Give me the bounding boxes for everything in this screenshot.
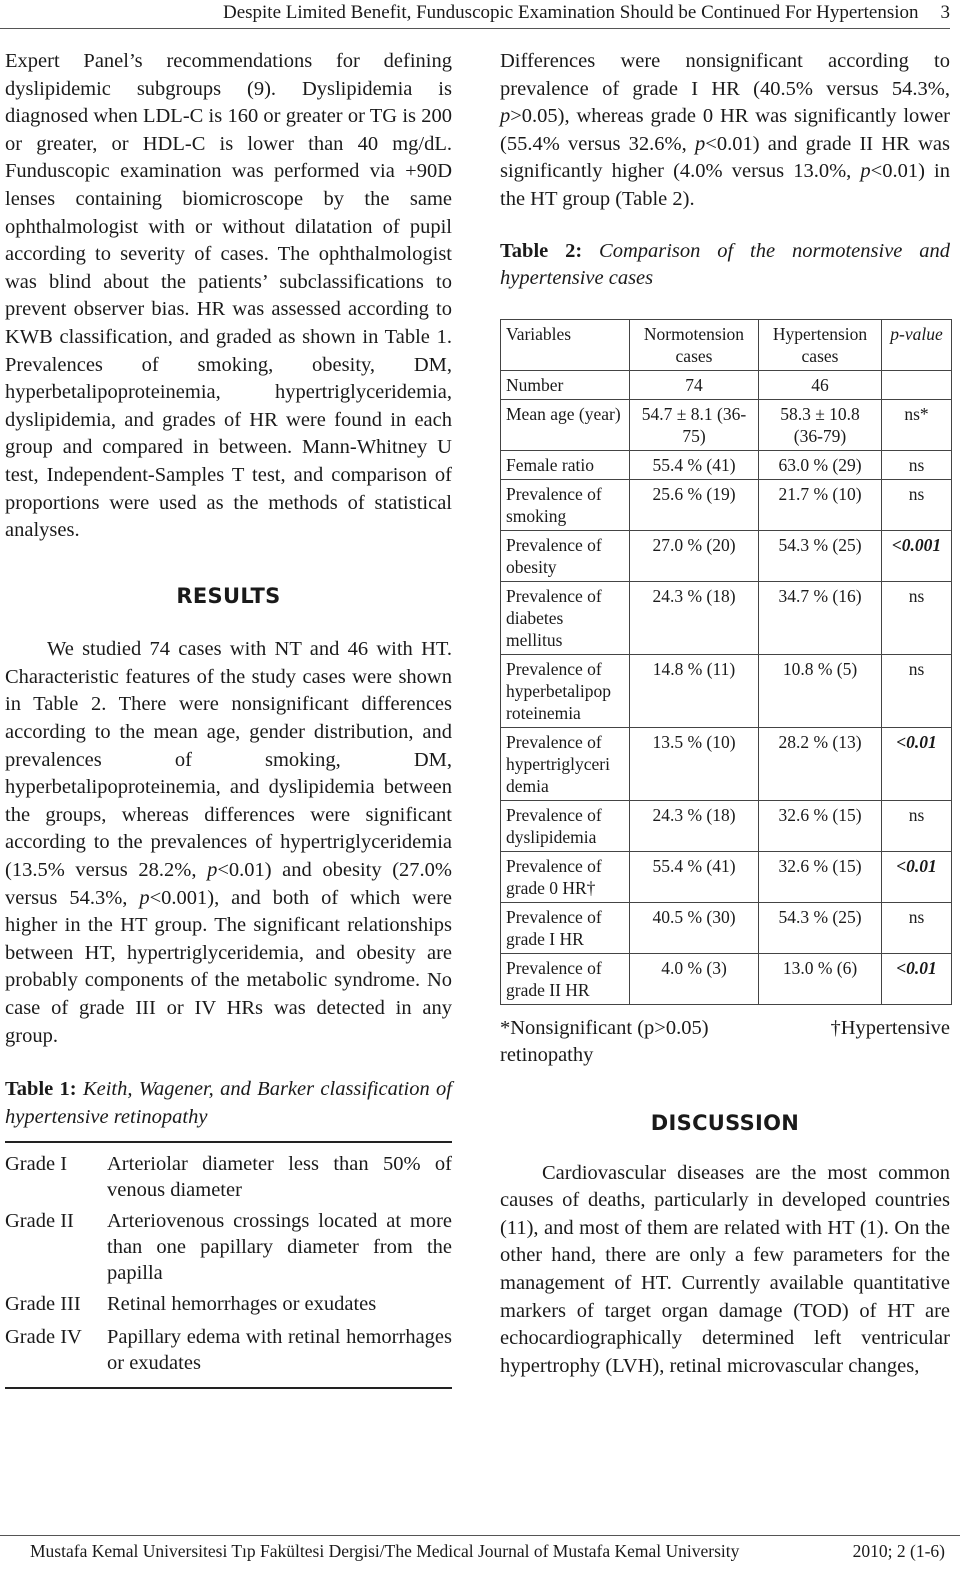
page-number: 3: [940, 2, 950, 23]
results-paragraph: [5, 636, 452, 1050]
text-run: Differences were nonsignificant according to prevalence of grade I HR (40.5% versus 54.3%,: [500, 50, 950, 100]
table2-normotension: 24.3 % (18): [630, 800, 759, 851]
table2-pvalue: <0.01: [882, 953, 952, 1004]
table2-normotension: 14.8 % (11): [630, 654, 759, 727]
table2-hypertension: 32.6 % (15): [759, 800, 882, 851]
table2-hypertension: 32.6 % (15): [759, 851, 882, 902]
table2-row: [501, 581, 952, 654]
results-text-1: We studied 74 cases with NT and 46 with HT. Characteristic features of the study cases were shown in Table 2. There were nonsignificant differences according to the mean age, gender distribution, and prevalences of smoking, DM, hyperbetalipoproteinemia, and dyslipidemia between the groups, whereas differences were significant according to the prevalences of hypertriglyceridemia (13.5% versus 28.2%,: [5, 638, 452, 882]
table2-variable: Prevalence of hyperbetalipop roteinemia: [501, 654, 630, 727]
table2-row: [501, 450, 952, 479]
table1-description: Papillary edema with retinal hemorrhages or exudates: [107, 1325, 452, 1374]
table2-row: [501, 530, 952, 581]
results-text-2: <0.01) and obesity (27.0% versus 54.3%,: [5, 859, 452, 909]
table2-hypertension: 10.8 % (5): [759, 654, 882, 727]
footnote-nonsignificant: *Nonsignificant (p>0.05): [500, 1016, 709, 1039]
table2-normotension: 25.6 % (19): [630, 479, 759, 530]
text-run: <0.01) and grade II HR was significantly higher (4.0% versus 13.0%,: [500, 132, 950, 183]
discussion-paragraph: Cardiovascular diseases are the most common causes of deaths, particularly in developed countries (11), and most of them are related with HT (1). On the other hand, there are only a few parameters for the management of HT. Currently available quantitative markers of target organ damage (TOD) of HT are echocardiographically determined left ventricular hypertrophy (LVH), retinal microvascular changes,: [500, 1161, 950, 1377]
table2-pvalue: ns: [882, 479, 952, 530]
table2-variable: Prevalence of hypertriglyceri demia: [501, 727, 630, 800]
table2-row: [501, 902, 952, 953]
table2: [500, 319, 952, 1005]
p-symbol: p: [139, 886, 150, 909]
table2-row: [501, 800, 952, 851]
table2-header: Variables: [501, 319, 630, 370]
table2-normotension: 24.3 % (18): [630, 581, 759, 654]
p-symbol: p: [695, 132, 706, 155]
results-continuation: [500, 48, 950, 214]
table2-header: Normotension cases: [630, 319, 759, 370]
running-head: [0, 2, 950, 29]
table1-description: Arteriolar diameter less than 50% of venous diameter: [107, 1153, 452, 1202]
table1-grade: Grade I: [5, 1153, 68, 1176]
table1-title: Keith, Wagener, and Barker classification of hypertensive retinopathy: [5, 1078, 453, 1128]
table2-pvalue: ns: [882, 450, 952, 479]
table2-row: [501, 953, 952, 1004]
table2-variable: Prevalence of dyslipidemia: [501, 800, 630, 851]
text-run: >0.05), whereas grade 0 HR was significantly lower (55.4% versus 32.6%,: [500, 105, 950, 155]
table2-row: [501, 851, 952, 902]
table2-normotension: 40.5 % (30): [630, 902, 759, 953]
table2-pvalue: ns: [882, 654, 952, 727]
table1-description: Retinal hemorrhages or exudates: [107, 1293, 377, 1316]
table2-pvalue: ns: [882, 800, 952, 851]
table2-pvalue: [882, 370, 952, 399]
table2-normotension: 54.7 ± 8.1 (36-75): [630, 399, 759, 450]
table2-header-row: [501, 319, 952, 370]
table1-row: [5, 1291, 452, 1319]
p-symbol: p: [860, 160, 871, 183]
table2-variable: Prevalence of grade 0 HR†: [501, 851, 630, 902]
right-column: [500, 48, 950, 1380]
table2-normotension: 13.5 % (10): [630, 727, 759, 800]
table2-variable: Prevalence of grade I HR: [501, 902, 630, 953]
table2-pvalue: <0.01: [882, 727, 952, 800]
table2-variable: Number: [501, 370, 630, 399]
table2-hypertension: 28.2 % (13): [759, 727, 882, 800]
table2-pvalue: ns: [882, 902, 952, 953]
running-head-title: Despite Limited Benefit, Funduscopic Examination Should be Continued For Hypertension: [222, 2, 919, 23]
table1-row: [5, 1151, 452, 1203]
table2-row: [501, 370, 952, 399]
table2-caption: [500, 238, 950, 293]
table2-label: Table 2:: [500, 239, 583, 262]
table1-caption: [5, 1076, 452, 1131]
table2-variable: Prevalence of grade II HR: [501, 953, 630, 1004]
methods-paragraph: Expert Panel’s recommendations for defining dyslipidemic subgroups (9). Dyslipidemia is diagnosed when LDL-C is 160 or greater or TG is 200 or greater, or HDL-C is lower than 40 mg/dL. Funduscopic examination was performed via +90D lenses containing biomicroscope by the same ophthalmologist with or without dilatation of pupil according to severity of cases. The ophthalmologist was blind about the patients’ subclassifications to prevent observer bias. HR was assessed according to KWB classification, and graded as shown in Table 1. Prevalences of smoking, obesity, DM, hyperbetalipoproteinemia, hypertriglyceridemia, dyslipidemia, and grades of HR were found in each group and compared in between. Mann-Whitney U test, Independent-Samples T test, and comparison of proportions were used as the methods of statistical analyses.: [5, 50, 452, 542]
table2-pvalue: <0.001: [882, 530, 952, 581]
table2-row: [501, 727, 952, 800]
table1-label: Table 1:: [5, 1078, 77, 1101]
table1-row: [5, 1208, 452, 1286]
table2-variable: Female ratio: [501, 450, 630, 479]
table2-header: p-value: [882, 319, 952, 370]
table2-row: [501, 399, 952, 450]
table2-normotension: 4.0 % (3): [630, 953, 759, 1004]
p-symbol: p: [207, 859, 218, 882]
footnote-continuation: retinopathy: [500, 1044, 594, 1067]
table2-hypertension: 54.3 % (25): [759, 530, 882, 581]
table2-title: Comparison of the normotensive and hypertensive cases: [500, 239, 950, 290]
results-text-3: <0.001), and both of which were higher in the HT group. The significant relationships between HT, hypertriglyceridemia, and obesity are probably components of the metabolic syndrome. No case of grade III or IV HRs was detected in any group.: [5, 886, 452, 1047]
table2-row: [501, 479, 952, 530]
table1-grade: Grade II: [5, 1210, 74, 1233]
table2-variable: Prevalence of diabetes mellitus: [501, 581, 630, 654]
table2-normotension: 55.4 % (41): [630, 450, 759, 479]
table2-pvalue: ns*: [882, 399, 952, 450]
table2-hypertension: 13.0 % (6): [759, 953, 882, 1004]
table1: [5, 1141, 452, 1389]
table2-variable: Mean age (year): [501, 399, 630, 450]
table2-normotension: 55.4 % (41): [630, 851, 759, 902]
footer-journal: Mustafa Kemal Universitesi Tıp Fakültesi Dergisi/The Medical Journal of Mustafa Kemal University: [30, 1541, 740, 1561]
table2-normotension: 27.0 % (20): [630, 530, 759, 581]
table2-variable: Prevalence of obesity: [501, 530, 630, 581]
table2-pvalue: ns: [882, 581, 952, 654]
table2-variable: Prevalence of smoking: [501, 479, 630, 530]
table1-row: [5, 1324, 452, 1376]
discussion-heading: DISCUSSION: [650, 1110, 800, 1135]
table2-footnote: [500, 1015, 950, 1043]
text-run: <0.01) in the HT group (Table 2).: [500, 160, 950, 210]
table2-normotension: 74: [630, 370, 759, 399]
table2-hypertension: 58.3 ± 10.8 (36-79): [759, 399, 882, 450]
page-footer: [0, 1535, 960, 1562]
table1-grade: Grade III: [5, 1293, 81, 1316]
table2-pvalue: <0.01: [882, 851, 952, 902]
table2-header: Hypertension cases: [759, 319, 882, 370]
footnote-hypertensive: †Hypertensive: [830, 1016, 950, 1039]
results-heading: RESULTS: [176, 583, 281, 608]
table2-hypertension: 46: [759, 370, 882, 399]
table2-row: [501, 654, 952, 727]
table2-hypertension: 63.0 % (29): [759, 450, 882, 479]
table1-description: Arteriovenous crossings located at more than one papillary diameter from the papilla: [107, 1210, 452, 1285]
table2-hypertension: 34.7 % (16): [759, 581, 882, 654]
table1-grade: Grade IV: [5, 1325, 82, 1348]
table2-hypertension: 21.7 % (10): [759, 479, 882, 530]
footer-citation: 2010; 2 (1-6): [852, 1541, 945, 1561]
left-column: [5, 48, 452, 1389]
p-symbol: p: [500, 105, 511, 128]
table2-hypertension: 54.3 % (25): [759, 902, 882, 953]
